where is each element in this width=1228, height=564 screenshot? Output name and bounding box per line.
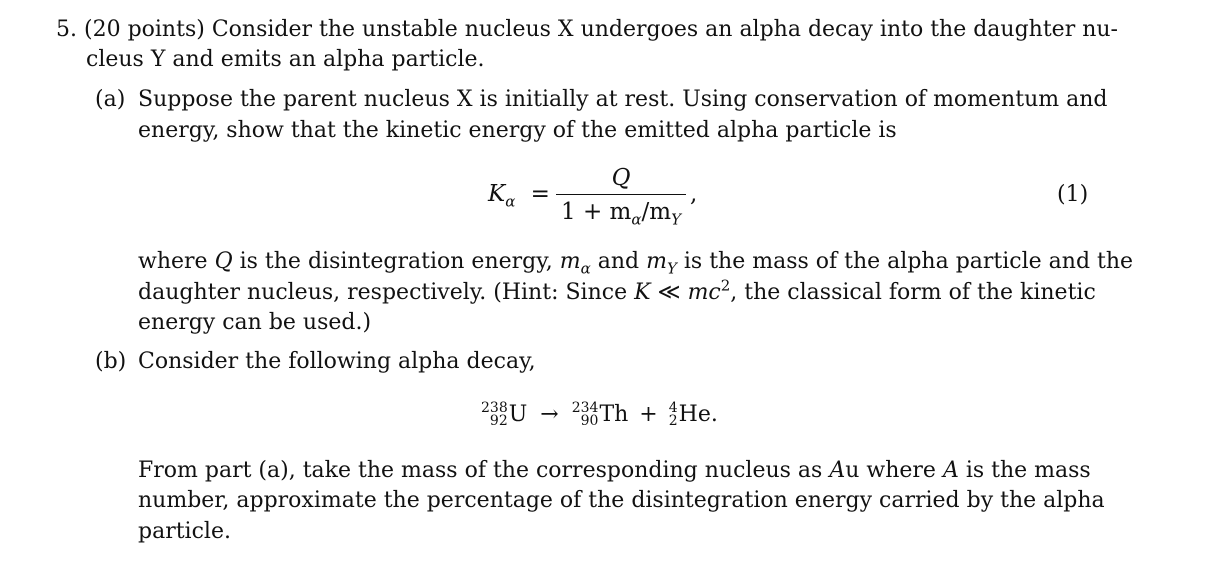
uranium-numbers: 238 92: [481, 400, 508, 429]
helium-symbol: He.: [678, 402, 718, 427]
where-line-2: daughter nucleus, respectively. (Hint: Since K ≪ $mc^2$, the classical form of the kinetic: [138, 276, 1096, 305]
fraction-bar: [556, 194, 686, 195]
uranium-symbol: U: [508, 402, 528, 427]
equation-comma: ,: [690, 181, 698, 207]
part-b-label: (b): [95, 349, 127, 374]
problem-intro-1: Consider the unstable nucleus X undergoes an alpha decay into the daughter nu-: [211, 17, 1118, 42]
part-b-line-1: Consider the following alpha decay,: [138, 349, 536, 374]
equation-numerator: Q: [611, 165, 631, 191]
from-line-3: particle.: [138, 519, 231, 544]
problem-line-2: cleus Y and emits an alpha particle.: [86, 47, 485, 72]
problem-line-1: [56, 17, 1118, 43]
equation-fraction: [556, 164, 686, 229]
problem-points: (20 points): [84, 17, 205, 42]
equation-denominator: $1 + m_\alpha/m_Y$: [561, 199, 681, 229]
from-line-2: number, approximate the percentage of the disintegration energy carried by the alpha: [138, 488, 1105, 513]
part-a-line-1: Suppose the parent nucleus X is initially at rest. Using conservation of momentum and: [138, 87, 1108, 112]
from-line-1: From part (a), take the mass of the corresponding nucleus as Au where A is the mass: [138, 458, 1091, 483]
equation-number: (1): [1057, 182, 1089, 207]
thorium-numbers: 234 90: [571, 400, 599, 429]
where-line-3: energy can be used.): [138, 310, 372, 335]
equation-lhs: $K_\alpha$ =: [488, 181, 550, 211]
part-a-line-2: energy, show that the kinetic energy of the emitted alpha particle is: [138, 118, 897, 143]
decay-equation: [481, 402, 718, 428]
part-a-label: (a): [95, 87, 126, 112]
helium-numbers: 4 2: [668, 400, 678, 429]
decay-arrow: →: [540, 402, 559, 427]
thorium-symbol: Th: [599, 402, 629, 427]
problem-number: 5.: [56, 17, 77, 42]
plus-sign: +: [639, 402, 658, 427]
where-line-1: where Q is the disintegration energy, $m_\alpha$ and $m_Y$ is the mass of the alpha particle and the: [138, 249, 1134, 278]
